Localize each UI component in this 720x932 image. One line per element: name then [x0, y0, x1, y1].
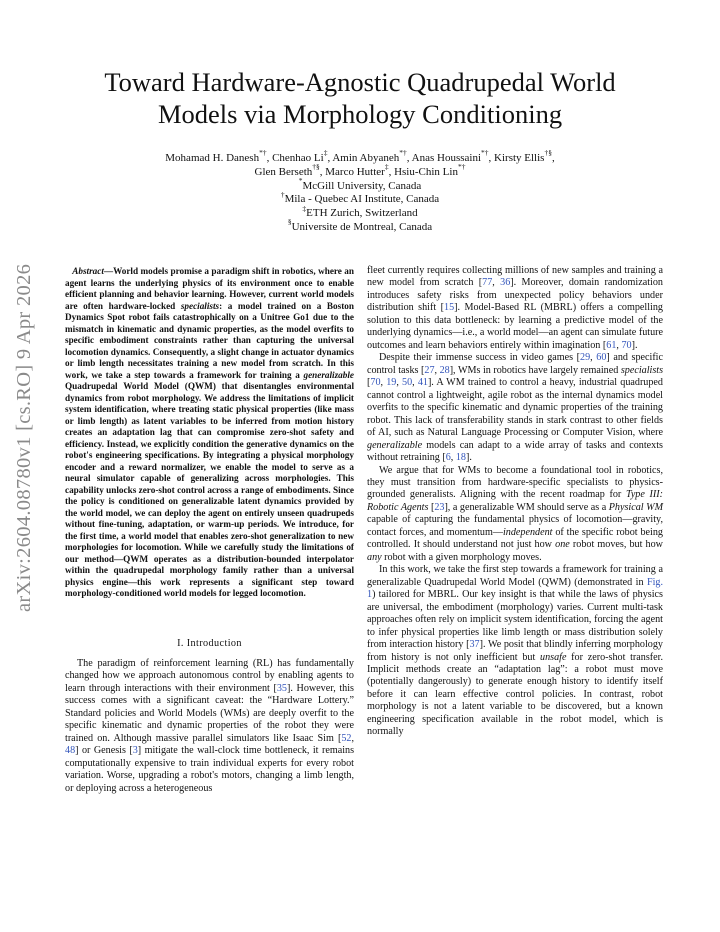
body-text: ]. Moreover, domain randomization introduces safety risks from unexpected policy behaviors under distribution shift [ — [367, 277, 663, 314]
body-text: Despite their immense success in video games [ — [379, 352, 581, 364]
emphasis: independent — [502, 526, 553, 538]
affiliation-name: McGill University, Canada — [302, 179, 422, 192]
figure-link[interactable]: Fig. 1 — [367, 576, 663, 601]
affiliation-name: Universite de Montreal, Canada — [291, 220, 433, 233]
body-text: In this work, we take the first step towards a framework for training a generalizable Quadrupedal World Model (QWM) (demonstrated in — [367, 564, 663, 588]
affiliation — [40, 189, 680, 207]
author-block — [40, 148, 680, 235]
author-line-2 — [40, 162, 680, 180]
body-text: fleet currently requires collecting millions of new samples and training a new model from scratch [ — [367, 265, 663, 289]
body-text: ], WMs in robotics have largely remained — [449, 364, 621, 376]
author-mark: *† — [457, 162, 466, 172]
author-name: , Kirsty Ellis — [488, 152, 545, 164]
author-name: , Marco Hutter — [319, 165, 385, 178]
citation-link[interactable]: 48 — [65, 745, 76, 757]
abstract-emph: specialists — [180, 300, 220, 311]
body-text: , — [590, 352, 597, 364]
body-text: ) tailored for MBRL. Our key insight is that while the laws of physics are universal, the embodiment (morphology) varies. Current multi-task approaches often rely on implicit system identification, forcing the agent to infer physical properties like limb length or mass distribution solely from interaction history [ — [367, 589, 663, 651]
body-text: models can adapt to a wide array of tasks and contexts without retraining [ — [367, 439, 663, 464]
citation-link[interactable]: 50 — [402, 377, 413, 389]
abstract-emph: generalizable — [303, 369, 354, 380]
arxiv-stamp: arXiv:2604.08780v1 [cs.RO] 9 Apr 2026 — [13, 263, 35, 612]
author-name: , Amin Abyaneh — [327, 152, 400, 164]
body-text: , — [351, 732, 354, 744]
author-mark: *† — [481, 148, 489, 158]
emphasis: one — [555, 539, 570, 551]
affiliation-mark: † — [280, 189, 285, 199]
intro-paragraph — [65, 658, 354, 795]
author-line-1 — [40, 148, 680, 166]
author-name: Mohamad H. Danesh — [165, 152, 260, 164]
body-text: ]. We posit that blindly inferring morphology from history is not only inefficient but — [367, 639, 663, 663]
citation-link[interactable]: 52 — [341, 732, 352, 744]
author-sep: , — [551, 152, 555, 164]
citation-link[interactable]: 77 — [482, 277, 493, 289]
citation-link[interactable]: 35 — [276, 682, 287, 694]
abstract-text: Quadrupedal World Model (QWM) that disentangles environmental dynamics from robot morphology. We address the limitations of implicit system identification, where treating static physical properties (like mass or limb length) as latent variables to be inferred from motion history creates an adaptation lag that can compromise zero-shot safety and efficiency. Instead, we explicitly condition the generative dynamics on the robot's engineering specifications. By integrating a physical morphology encoder and a reward normalizer, we enable the model to serve as a neural simulator capable of generalizing across morphologies. This capability unlocks zero-shot control across a range of embodiments. Since the policy is conditioned on generalizable latent dynamics provided by the world model, we can deploy the agent on entirely unseen quadrupeds without fine-tuning, adaptation, or warm-up periods. We introduce, for the first time, a world model that enables zero-shot generalization to new morphologies for locomotion. While we carefully study the limitations of our method—QWM operates as a distribution-bounded interpolator within the quadrupedal morphology family rather than a universal physics engine—this work represents a significant step toward morphology-conditioned world models for legged locomotion. — [65, 381, 354, 599]
paragraph — [367, 564, 663, 739]
affiliation-mark: ‡ — [302, 203, 307, 213]
intro-column — [65, 658, 354, 795]
emphasis: Physical WM — [608, 501, 663, 513]
paragraph — [367, 465, 663, 565]
affiliation-mark: § — [287, 217, 292, 227]
author-name: , Chenhao Li — [266, 152, 324, 164]
citation-link[interactable]: 36 — [500, 277, 511, 289]
emphasis: specialists — [620, 364, 664, 376]
paragraph — [367, 265, 663, 352]
paragraph — [367, 352, 663, 464]
author-mark: ‡ — [384, 162, 389, 172]
affiliation — [40, 175, 680, 194]
body-text: ] or Genesis [ — [75, 745, 133, 757]
affiliation-name: Mila - Quebec AI Institute, Canada — [284, 193, 440, 206]
body-text: ]. However, this success comes with a significant caveat: the “Hardware Lottery.” Standard policies and World Models (WMs) are deeply overfit to the specific kinematic and dynamic properties of the robot they were trained on. Although massive parallel simulators like Isaac Sim [ — [65, 682, 354, 744]
section-heading: I. Introduction — [177, 638, 242, 649]
body-text: ], a generalizable WM should serve as a — [444, 501, 609, 513]
body-text: , — [434, 364, 440, 376]
body-text: , — [492, 277, 501, 289]
body-text: ] mitigate the wall-clock time bottleneck, it remains computationally expensive to train individual experts for every robot variation. Worse, upgrading a robot's motors, changing a limb length, or deploying across a heterogeneous — [65, 745, 355, 794]
affiliation — [40, 203, 680, 221]
body-text: , — [380, 377, 387, 389]
author-mark: ‡ — [323, 148, 328, 158]
body-text: for zero-shot transfer. Implicit methods create an “adaptation lag”: a robot must move (potentially dangerously) to generate enough history to identify itself before it can learn effective control policies. In contrast, robot morphology is not a latent variable to be discovered, but a known engineering specification available in the robot model, which is normally — [367, 651, 664, 738]
citation-link[interactable]: 70 — [370, 377, 381, 389]
emphasis: any — [367, 551, 382, 563]
author-mark: *† — [259, 148, 267, 158]
affiliation-mark: * — [298, 175, 303, 185]
emphasis: Type III: Robotic Agents — [367, 489, 663, 513]
author-name: Glen Berseth — [254, 165, 313, 178]
author-name: , Anas Houssaini — [406, 152, 482, 164]
body-text: We argue that for WMs to become a foundational tool in robotics, they must transition from hardware-specific specialists to physics-grounded generalists. Aligning with the recent roadmap for — [367, 464, 663, 501]
body-text: robot with a given morphology moves. — [381, 551, 542, 563]
body-text: ]. — [631, 339, 638, 351]
citation-link[interactable]: 41 — [417, 377, 428, 389]
citation-link[interactable]: 23 — [434, 501, 445, 513]
citation-link[interactable]: 18 — [455, 452, 466, 464]
citation-link[interactable]: 37 — [469, 639, 480, 651]
abstract-text: : a model trained on a Boston Dynamics Spot robot fails catastrophically on a Unitree Go1 due to the mismatch in kinematic and dynamic properties, as the model overfits to specific embodiment constraints rather than capturing the universal locomotion dynamics. Consequently, a slight change in actuator dynamics or limb length necessitates training a new model from scratch. In this work, we take a step towards a framework for training a — [65, 300, 354, 380]
paper-title — [40, 66, 680, 130]
emphasis: generalizable — [367, 439, 423, 451]
author-name: , Hsiu-Chin Lin — [388, 165, 458, 178]
body-text: of the specific robot being controlled. It should understand not just how — [367, 526, 663, 551]
title-line-2: Models via Morphology Conditioning — [157, 99, 563, 129]
body-text: ]. A WM trained to control a heavy, industrial quadruped cannot control a lightweight, agile robot as the internal dynamics model overfits to the specific kinematic and dynamic properties of the training robot. This lack of transferability stands in stark contrast to other fields of AI, such as Natural Language Processing or Computer Vision, where — [367, 377, 663, 439]
right-column — [367, 265, 663, 739]
citation-link[interactable]: 15 — [444, 302, 455, 314]
body-text: The paradigm of reinforcement learning (RL) has fundamentally changed how we approach autonomous control by enabling agents to learn through interactions with their environment [ — [65, 658, 354, 694]
affiliation — [40, 217, 680, 235]
emphasis: unsafe — [540, 651, 567, 663]
body-text: , — [616, 339, 622, 351]
affiliation-name: ETH Zurich, Switzerland — [306, 207, 418, 220]
body-text: ]. — [465, 452, 472, 464]
abstract-label: Abstract — [72, 266, 104, 276]
body-text: , — [412, 377, 418, 389]
citation-link[interactable]: 60 — [596, 352, 607, 364]
citation-link[interactable]: 19 — [386, 377, 397, 389]
title-line-1: Toward Hardware-Agnostic Quadrupedal World — [104, 67, 616, 97]
author-mark: *† — [399, 148, 407, 158]
body-text: capable of capturing the fundamental physics of locomotion—gravity, contact forces, and momentum— — [367, 514, 663, 538]
author-mark: †§ — [312, 162, 320, 172]
citation-link[interactable]: 29 — [580, 352, 591, 364]
body-text: [ — [367, 377, 371, 389]
abstract — [65, 266, 354, 600]
citation-link[interactable]: 6 — [445, 452, 451, 464]
body-text: ]. Model-Based RL (MBRL) offers a compelling solution to this data bottleneck: by learning a predictive model of the underlying dynamics—i.e., a world model—an agent can simulate future outcomes and learn behaviors entirely within imagination [ — [367, 302, 663, 351]
citation-link[interactable]: 70 — [621, 339, 632, 351]
body-text: robot moves, but how — [569, 539, 663, 551]
citation-link[interactable]: 61 — [606, 339, 617, 351]
abstract-text: —World models promise a paradigm shift in robotics, where an agent learns the underlying physics of its environment once to enable efficient planning and behavior learning. However, current world models are often hardware-locked — [65, 266, 355, 311]
citation-link[interactable]: 27 — [424, 364, 435, 376]
abstract-paragraph — [65, 266, 354, 600]
body-text: [ — [428, 501, 435, 513]
body-text: ] and specific control tasks [ — [367, 352, 663, 376]
citation-link[interactable]: 28 — [439, 364, 450, 376]
body-text: , — [450, 452, 456, 464]
citation-link[interactable]: 3 — [132, 745, 138, 757]
author-mark: †§ — [544, 148, 552, 158]
body-text: , — [396, 377, 402, 389]
